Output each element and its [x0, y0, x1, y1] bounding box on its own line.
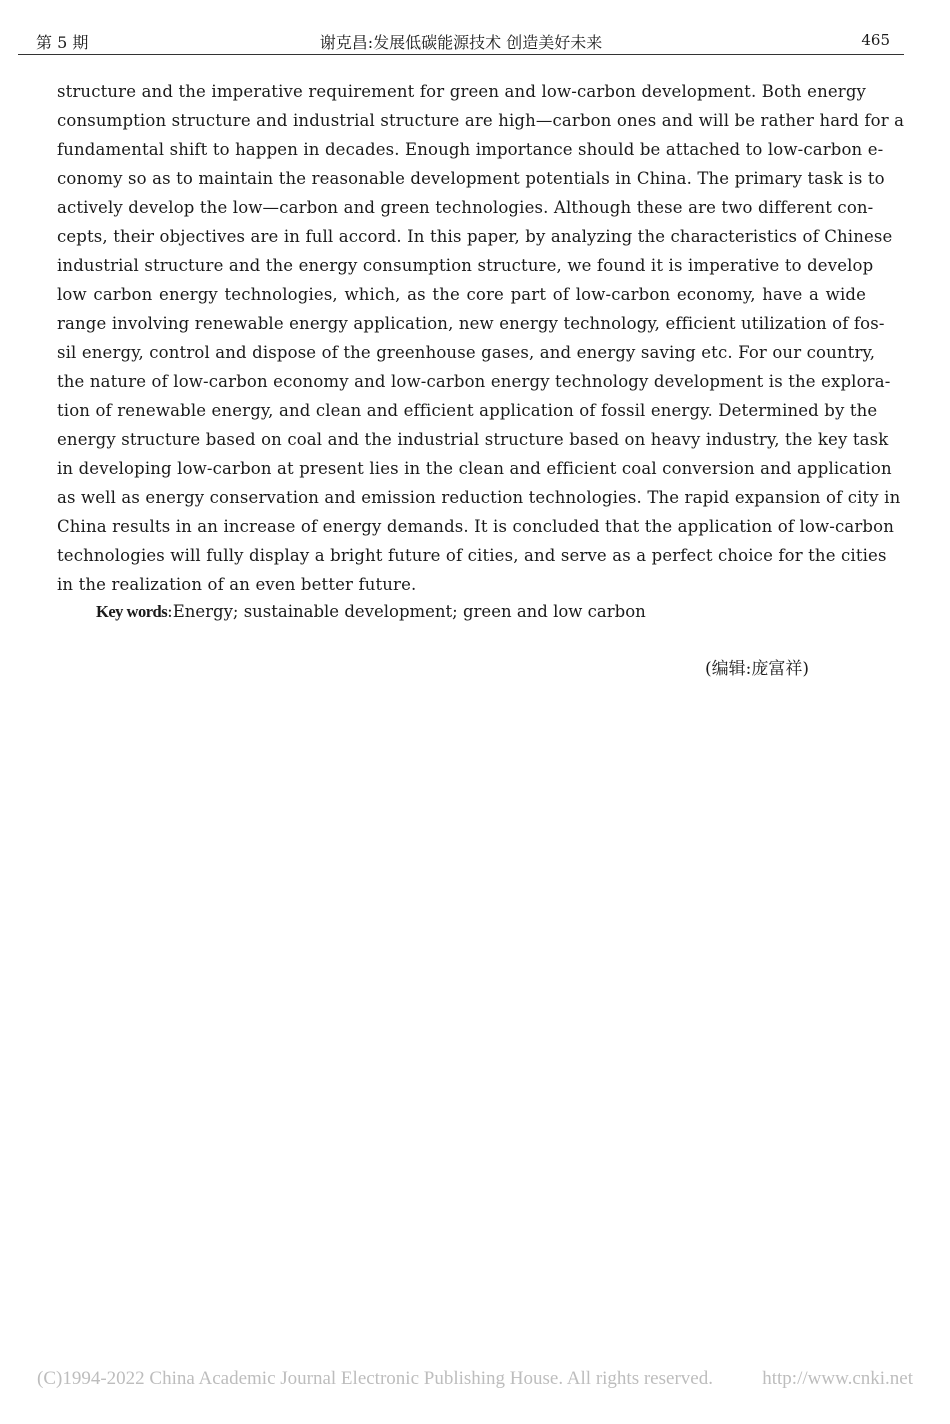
page-number: 465: [861, 31, 890, 49]
abstract-line: China results in an increase of energy demands. It is concluded that the application of low-carbon: [57, 517, 894, 536]
abstract-line: technologies will fully display a bright future of cities, and serve as a perfect choice for the cities: [57, 546, 887, 565]
abstract-line: energy structure based on coal and the industrial structure based on heavy industry, the key task: [57, 430, 889, 449]
keywords-text: Energy; sustainable development; green and low carbon: [172, 602, 646, 621]
abstract-line: tion of renewable energy, and clean and efficient application of fossil energy. Determined by the: [57, 401, 878, 420]
copyright-footer: [37, 1368, 913, 1390]
keywords-label: Key words: [96, 602, 168, 621]
abstract-line: conomy so as to maintain the reasonable development potentials in China. The primary task is to: [57, 169, 885, 188]
abstract-line: consumption structure and industrial structure are high—carbon ones and will be rather hard for a: [57, 111, 905, 130]
abstract-line: in the realization of an even better future.: [57, 575, 417, 594]
abstract-line: structure and the imperative requirement for green and low-carbon development. Both energy: [57, 82, 866, 101]
abstract-line: fundamental shift to happen in decades. Enough importance should be attached to low-carbon e-: [57, 140, 884, 159]
copyright-text: (C)1994-2022 China Academic Journal Electronic Publishing House. All rights reserved.: [37, 1368, 713, 1389]
abstract-line: as well as energy conservation and emission reduction technologies. The rapid expansion of city in: [57, 488, 901, 507]
abstract-line: in developing low-carbon at present lies in the clean and efficient coal conversion and application: [57, 459, 892, 478]
keywords-separator: :: [167, 602, 173, 621]
issue-number: 第 5 期: [36, 33, 89, 52]
abstract-line: industrial structure and the energy consumption structure, we found it is imperative to develop: [57, 256, 874, 275]
running-title: 谢克昌:发展低碳能源技术 创造美好未来: [319, 33, 603, 52]
abstract-line: low carbon energy technologies, which, as the core part of low-carbon economy, have a wide: [57, 285, 866, 304]
running-header: [18, 26, 904, 55]
abstract-body: [57, 77, 905, 599]
abstract-line: actively develop the low—carbon and green technologies. Although these are two different con-: [57, 198, 874, 217]
abstract-line: cepts, their objectives are in full accord. In this paper, by analyzing the characteristics of Chinese: [57, 227, 893, 246]
abstract-line: sil energy, control and dispose of the greenhouse gases, and energy saving etc. For our country,: [57, 343, 876, 362]
abstract-line: range involving renewable energy application, new energy technology, efficient utilization of fos-: [57, 314, 885, 333]
keywords: [96, 597, 646, 626]
abstract-line: the nature of low-carbon economy and low-carbon energy technology development is the explora-: [57, 372, 891, 391]
editor-note: (编辑:庞富祥): [705, 659, 809, 679]
footer-url: http://www.cnki.net: [762, 1368, 913, 1389]
